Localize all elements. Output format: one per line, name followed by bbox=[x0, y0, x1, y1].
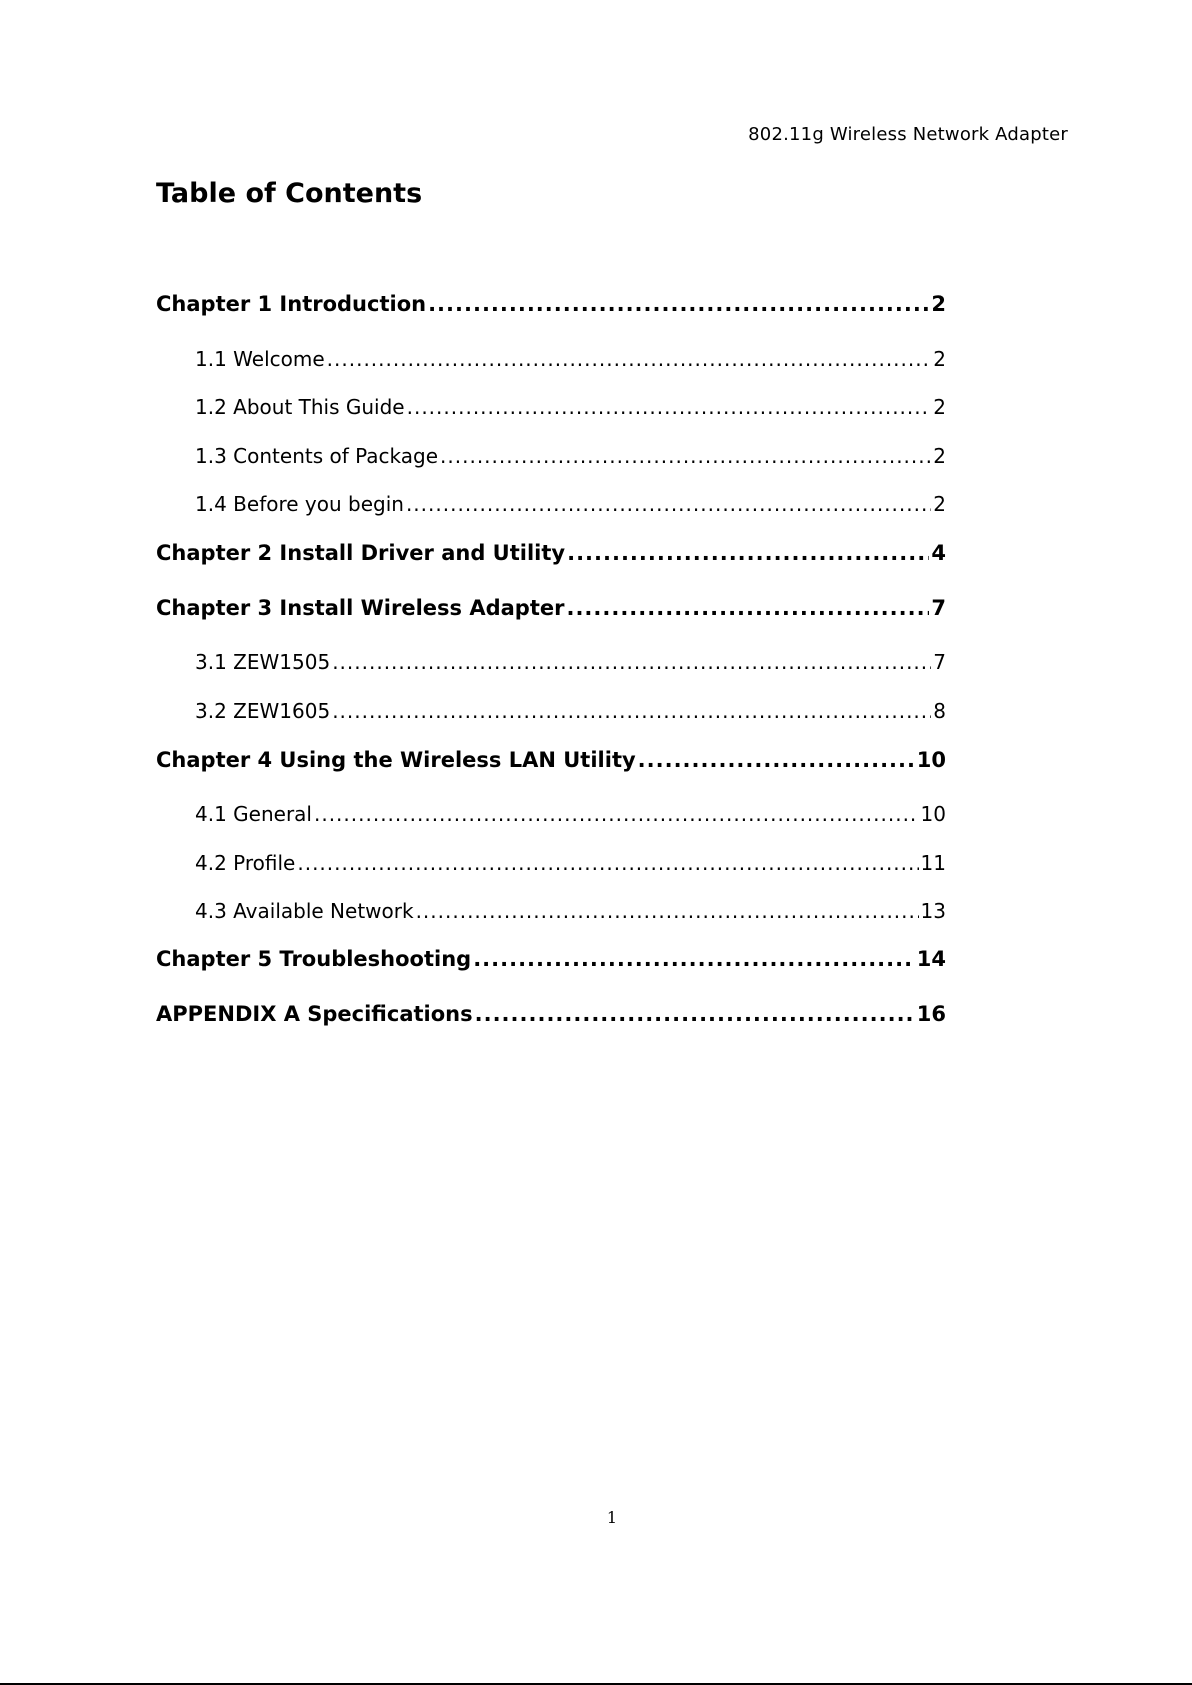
dot-leader bbox=[327, 347, 932, 371]
toc-entry-page: 4 bbox=[931, 541, 946, 565]
toc-entry-chapter-4[interactable] bbox=[156, 748, 946, 772]
dot-leader bbox=[332, 650, 931, 674]
dot-leader bbox=[638, 748, 915, 772]
toc-entry-label: Chapter 2 Install Driver and Utility bbox=[156, 541, 566, 565]
toc-entry-label: Chapter 3 Install Wireless Adapter bbox=[156, 596, 565, 620]
toc-entry-label: Chapter 1 Introduction bbox=[156, 292, 427, 316]
toc-entry-page: 10 bbox=[920, 802, 946, 826]
toc-entry-page: 2 bbox=[933, 347, 946, 371]
running-header: 802.11g Wireless Network Adapter bbox=[748, 124, 1068, 145]
toc-entry-label: 3.2 ZEW1605 bbox=[195, 699, 331, 723]
toc-entry-label: 4.2 Profile bbox=[195, 851, 296, 875]
toc-entry-section-1-1[interactable] bbox=[195, 347, 946, 371]
dot-leader bbox=[297, 851, 918, 875]
toc-entry-page: 2 bbox=[933, 492, 946, 516]
toc-title: Table of Contents bbox=[156, 178, 423, 209]
toc-entry-section-3-2[interactable] bbox=[195, 699, 946, 723]
toc-entry-page: 7 bbox=[931, 596, 946, 620]
toc-entry-label: APPENDIX A Specifications bbox=[156, 1002, 473, 1026]
toc-entry-page: 16 bbox=[916, 1002, 946, 1026]
toc-entry-label: 1.4 Before you begin bbox=[195, 492, 404, 516]
toc-entry-page: 11 bbox=[920, 851, 946, 875]
page-number: 1 bbox=[606, 1508, 618, 1527]
toc-entry-label: Chapter 5 Troubleshooting bbox=[156, 947, 472, 971]
toc-entry-page: 2 bbox=[931, 292, 946, 316]
toc-entry-label: Chapter 4 Using the Wireless LAN Utility bbox=[156, 748, 636, 772]
toc-entry-chapter-5[interactable] bbox=[156, 947, 946, 971]
dot-leader bbox=[332, 699, 931, 723]
dot-leader bbox=[407, 395, 932, 419]
toc-entry-chapter-1[interactable] bbox=[156, 292, 946, 316]
toc-entry-page: 8 bbox=[933, 699, 946, 723]
dot-leader bbox=[314, 802, 919, 826]
toc-entry-section-1-2[interactable] bbox=[195, 395, 946, 419]
dot-leader bbox=[406, 492, 931, 516]
toc-entry-section-4-3[interactable] bbox=[195, 899, 946, 923]
toc-entry-section-1-4[interactable] bbox=[195, 492, 946, 516]
toc-entry-label: 3.1 ZEW1505 bbox=[195, 650, 331, 674]
dot-leader bbox=[567, 541, 929, 565]
toc-entry-page: 10 bbox=[916, 748, 946, 772]
toc-entry-label: 4.3 Available Network bbox=[195, 899, 414, 923]
toc-entry-section-4-1[interactable] bbox=[195, 802, 946, 826]
dot-leader bbox=[473, 947, 915, 971]
toc-entry-page: 2 bbox=[933, 444, 946, 468]
dot-leader bbox=[566, 596, 929, 620]
toc-entry-page: 13 bbox=[920, 899, 946, 923]
toc-entry-label: 1.3 Contents of Package bbox=[195, 444, 439, 468]
dot-leader bbox=[416, 899, 919, 923]
toc-entry-label: 4.1 General bbox=[195, 802, 312, 826]
toc-entry-section-3-1[interactable] bbox=[195, 650, 946, 674]
dot-leader bbox=[475, 1002, 915, 1026]
toc-entry-appendix-a[interactable] bbox=[156, 1002, 946, 1026]
toc-entry-page: 2 bbox=[933, 395, 946, 419]
toc-entry-label: 1.1 Welcome bbox=[195, 347, 325, 371]
toc-entry-section-1-3[interactable] bbox=[195, 444, 946, 468]
toc-entry-section-4-2[interactable] bbox=[195, 851, 946, 875]
toc-entry-chapter-2[interactable] bbox=[156, 541, 946, 565]
toc-entry-label: 1.2 About This Guide bbox=[195, 395, 405, 419]
toc-entry-page: 14 bbox=[916, 947, 946, 971]
dot-leader bbox=[440, 444, 931, 468]
dot-leader bbox=[428, 292, 929, 316]
toc-entry-chapter-3[interactable] bbox=[156, 596, 946, 620]
toc-entry-page: 7 bbox=[933, 650, 946, 674]
